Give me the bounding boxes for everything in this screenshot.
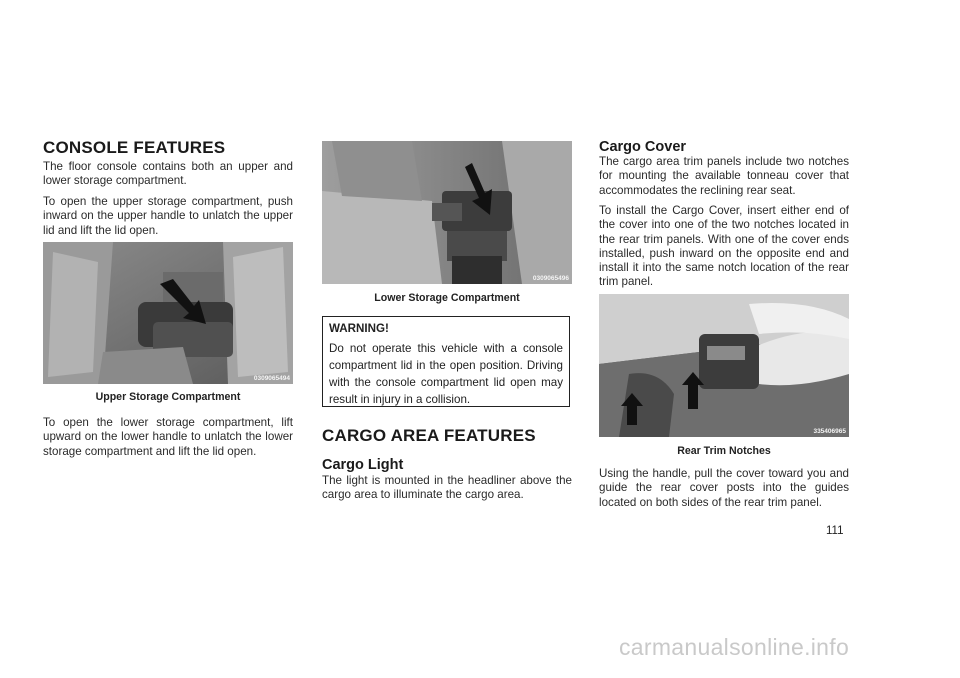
cargo-cover-heading: Cargo Cover — [599, 139, 687, 155]
cargo-light-paragraph: The light is mounted in the headliner above the cargo area to illuminate the cargo area. — [322, 474, 572, 502]
cargo-light-heading: Cargo Light — [322, 457, 404, 473]
console-intro-paragraph: The floor console contains both an upper and lower storage compartment. — [43, 160, 293, 188]
cargo-cover-paragraph-1: The cargo area trim panels include two notches for mounting the available tonneau cover that accommodates the reclining rear seat. — [599, 155, 849, 197]
image-code: 335406965 — [813, 428, 846, 435]
cargo-area-features-heading: CARGO AREA FEATURES — [322, 426, 536, 445]
warning-box — [322, 316, 570, 407]
image-code: 0309065494 — [253, 375, 290, 382]
upper-storage-caption: Upper Storage Compartment — [95, 391, 241, 403]
watermark-text: carmanualsonline.info — [619, 634, 850, 660]
warning-body: Do not operate this vehicle with a console compartment lid in the open position. Driving with the console compartment lid open may result in injury in a collision. — [329, 342, 563, 406]
image-code: 0309065496 — [532, 275, 569, 282]
cargo-cover-paragraph-3: Using the handle, pull the cover toward you and guide the rear cover posts into the guides located on both sides of the rear trim panel. — [599, 467, 849, 509]
upper-storage-compartment-photo — [43, 242, 293, 384]
lower-compartment-paragraph: To open the lower storage compartment, lift upward on the lower handle to unlatch the lower storage compartment and lift the lid open. — [43, 416, 293, 458]
warning-title: WARNING! — [329, 322, 389, 335]
page-number: 111 — [826, 525, 844, 537]
lower-storage-compartment-photo — [322, 141, 572, 284]
lower-storage-caption: Lower Storage Compartment — [374, 292, 520, 304]
upper-compartment-paragraph: To open the upper storage compartment, push inward on the upper handle to unlatch the upper lid and lift the lid open. — [43, 195, 293, 237]
cargo-cover-paragraph-2: To install the Cargo Cover, insert either end of the cover into one of the two notches located in the rear trim panels. With one of the cover ends installed, push inward on the opposite end and install it into the same notch location of the rear trim panel. — [599, 204, 849, 289]
rear-trim-notches-caption: Rear Trim Notches — [677, 445, 771, 457]
console-features-heading: CONSOLE FEATURES — [43, 138, 226, 157]
rear-trim-notches-photo — [599, 294, 849, 437]
